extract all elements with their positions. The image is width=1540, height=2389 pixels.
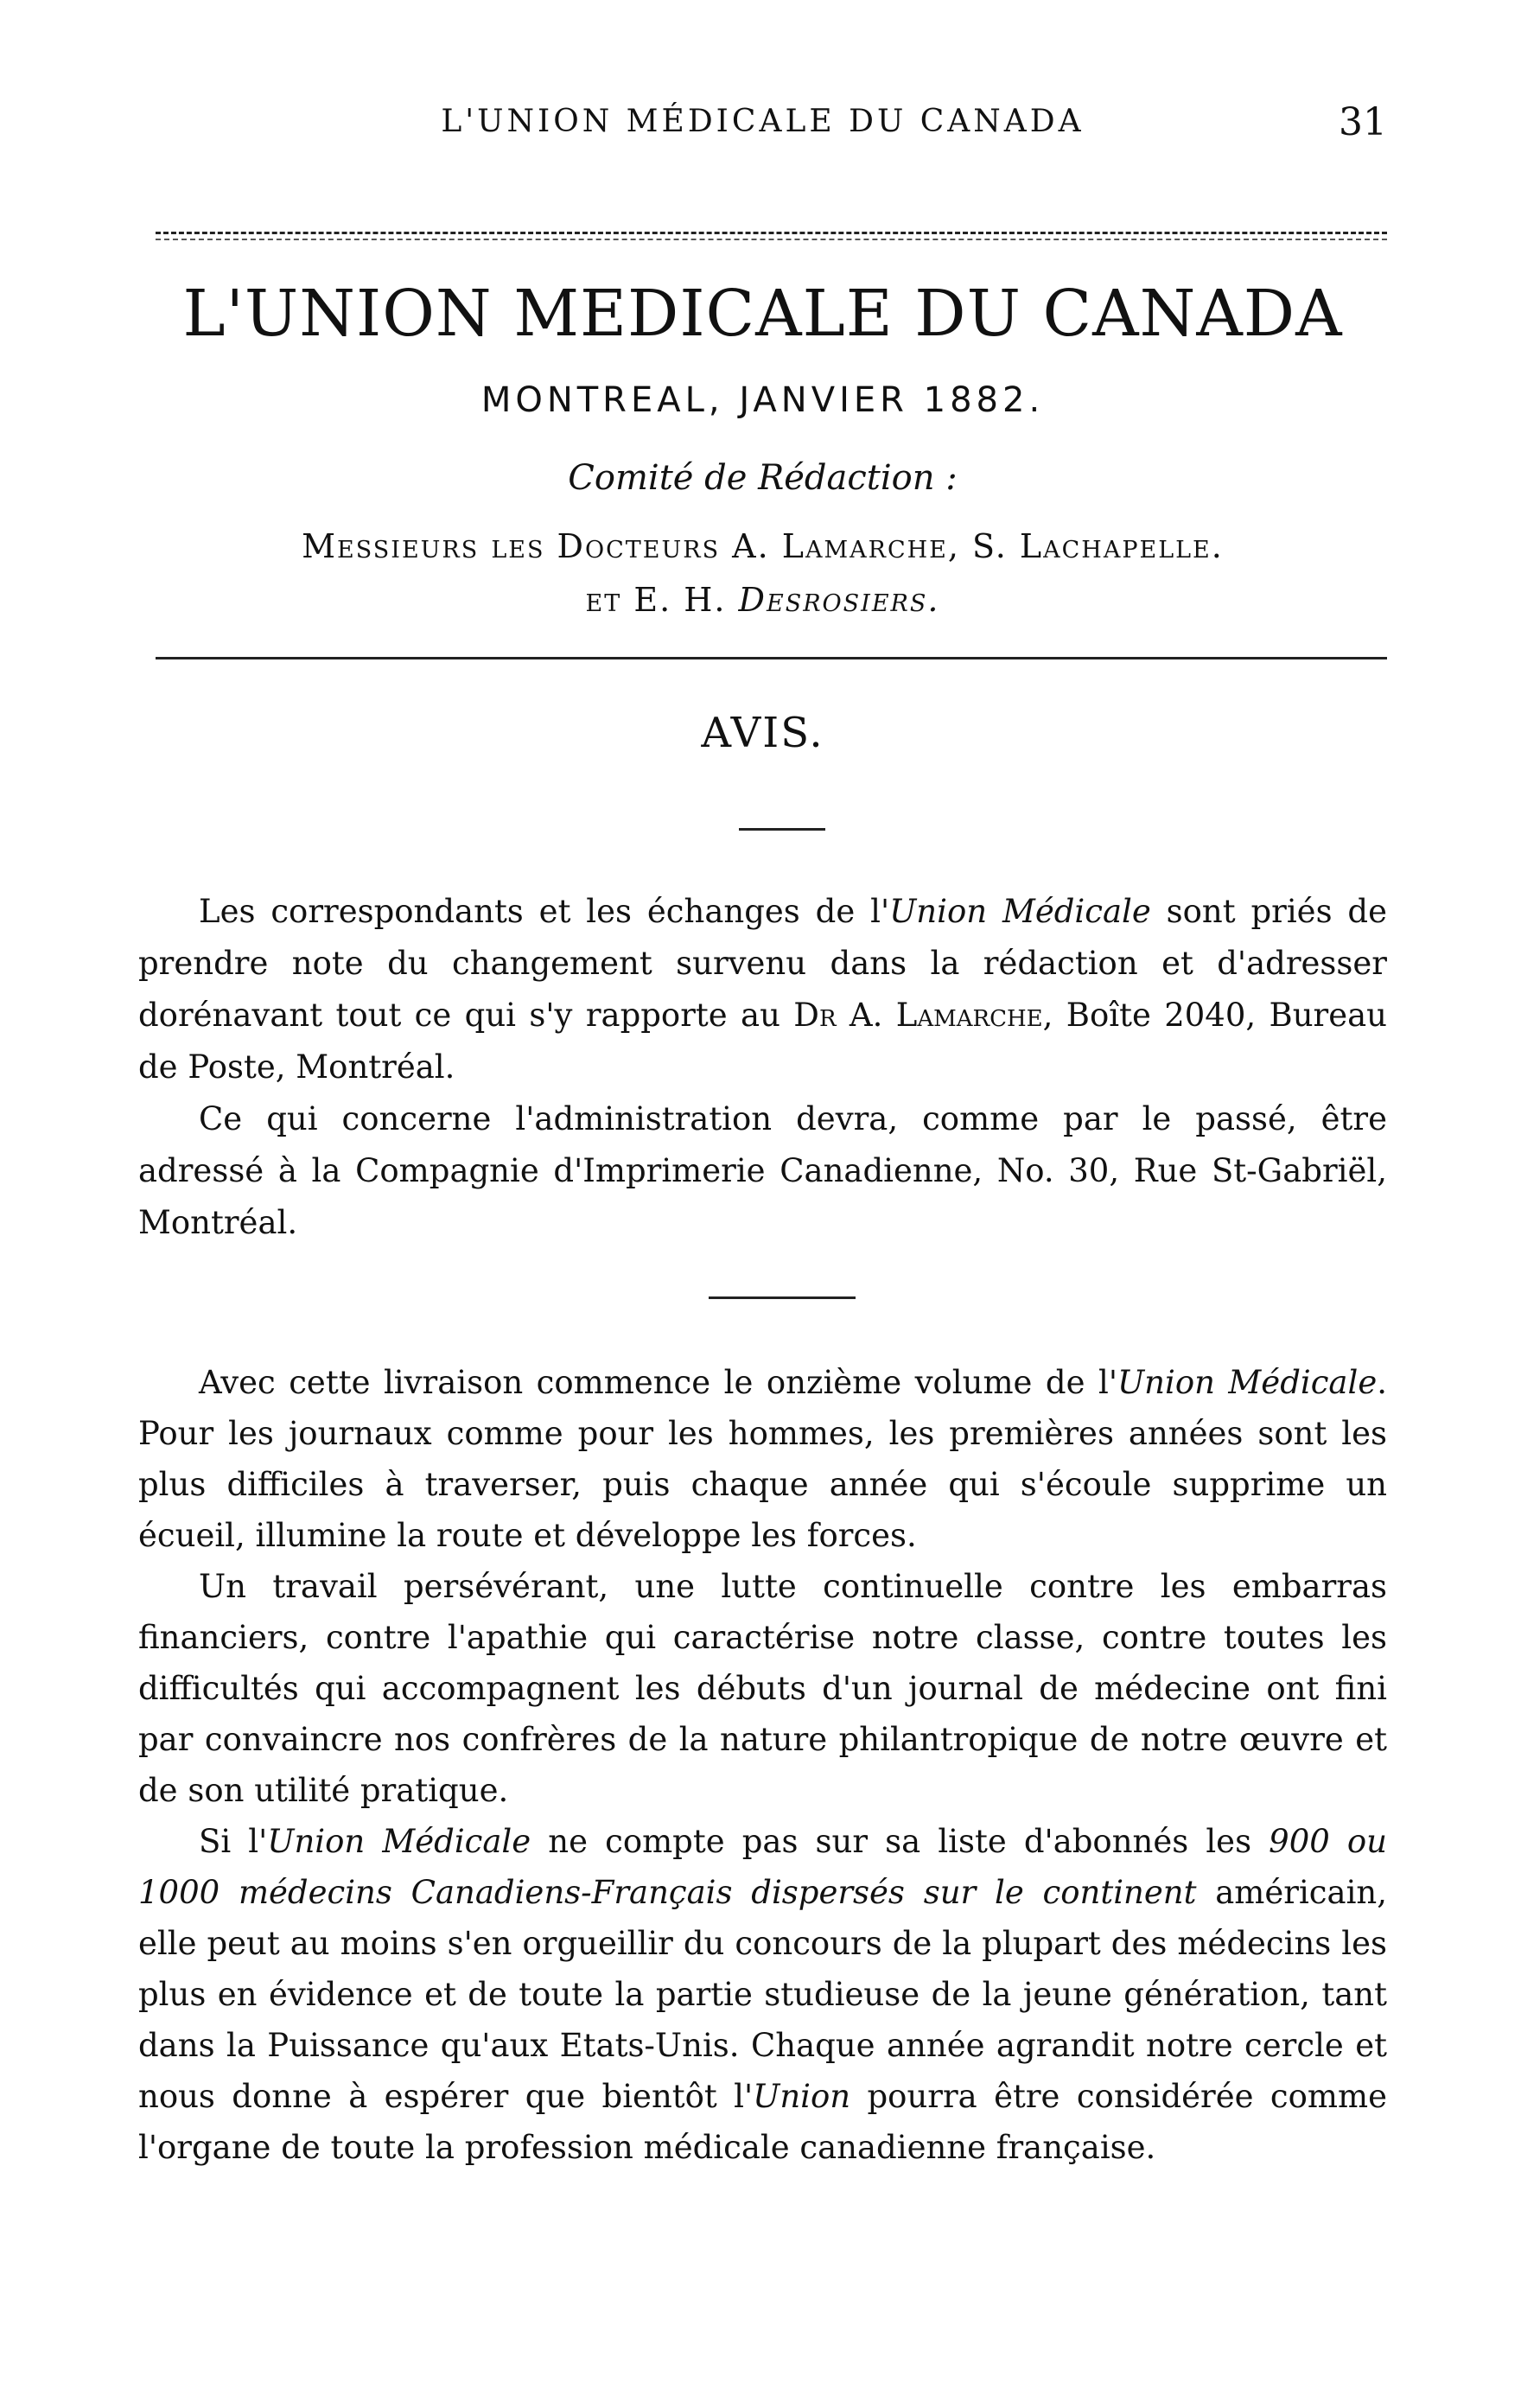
short-rule-2 [709,1296,856,1299]
article-paragraph-1 [138,1357,1387,1561]
text-run: américain, elle peut au moins s'en orgueillir du concours de la plupart des médecins les plus en évidence et de toute la partie studieuse de la jeune génération, tant dans la Puissance qu'aux Etats-Unis. Chaque année agrandit notre cercle et nous donne à espérer que bientôt l' [138,1874,1387,2115]
committee-member-name: Desrosiers. [738,581,940,619]
committee-members-continued [138,581,1387,619]
dashed-rule-inner [156,239,1387,240]
text-run: ne compte pas sur sa liste d'abonnés les [531,1823,1270,1860]
text-run: Les correspondants et les échanges de l' [199,893,890,930]
text-run: . Pour les journaux comme pour les hommes, les premières années sont les plus difficiles à traverser, puis chaque année qui s'écoule supprime un écueil, illumine la route et développe les forces. [138,1364,1387,1554]
avis-body [138,886,1387,1249]
article-paragraph-3 [138,1816,1387,2173]
text-run: sont priés de prendre note du changement survenu dans la rédaction et d'adresser dorénavant tout ce qui s'y rapporte au [138,893,1388,1034]
running-head-title: L'UNION MÉDICALE DU CANADA [441,104,1085,139]
committee-members: Messieurs les Docteurs A. Lamarche, S. Lachapelle. [302,527,1224,565]
committee-label: Comité de Rédaction : [568,458,958,498]
avis-heading: AVIS. [701,709,824,757]
journal-title: L'UNION MEDICALE DU CANADA [182,277,1343,351]
text-run: 900 ou 1000 médecins Canadiens-Français dispersés sur le continent [138,1823,1387,1911]
committee-members-prefix: et E. H. [585,581,739,619]
section-rule [156,657,1387,659]
text-run: pourra être considérée comme l'organe de toute la profession médicale canadienne française. [138,2078,1387,2166]
running-head [138,100,1387,156]
text-run: Union Médicale [267,1823,531,1860]
text-run: Avec cette livraison commence le onzième volume de l' [199,1364,1117,1401]
text-run: Union Médicale [889,893,1151,930]
text-run: , Boîte 2040, Bureau de Poste, Montréal. [138,997,1387,1086]
avis-paragraph-2: Ce qui concerne l'administration devra, comme par le passé, être adressé à la Compagnie d'Imprimerie Canadienne, No. 30, Rue St-Gabriël, Montréal. [138,1100,1387,1241]
dashed-rule [156,232,1387,234]
article-body [138,1357,1387,2173]
short-rule [739,828,825,831]
journal-page [138,0,1387,2389]
text-run: Union [753,2078,851,2115]
text-run: Dr A. Lamarche [793,997,1043,1034]
article-paragraph-2: Un travail persévérant, une lutte continuelle contre les embarras financiers, contre l'apathie qui caractérise notre classe, contre toutes les difficultés qui accompagnent les débuts d'un journal de médecine ont fini par convaincre nos confrères de la nature philantropique de notre œuvre et de son utilité pratique. [138,1568,1387,1809]
page-number: 31 [1339,100,1387,144]
avis-paragraph-1 [138,886,1387,1093]
dateline: MONTREAL, JANVIER 1882. [480,380,1045,420]
text-run: Si l' [199,1823,268,1860]
text-run: Union Médicale [1117,1364,1378,1401]
